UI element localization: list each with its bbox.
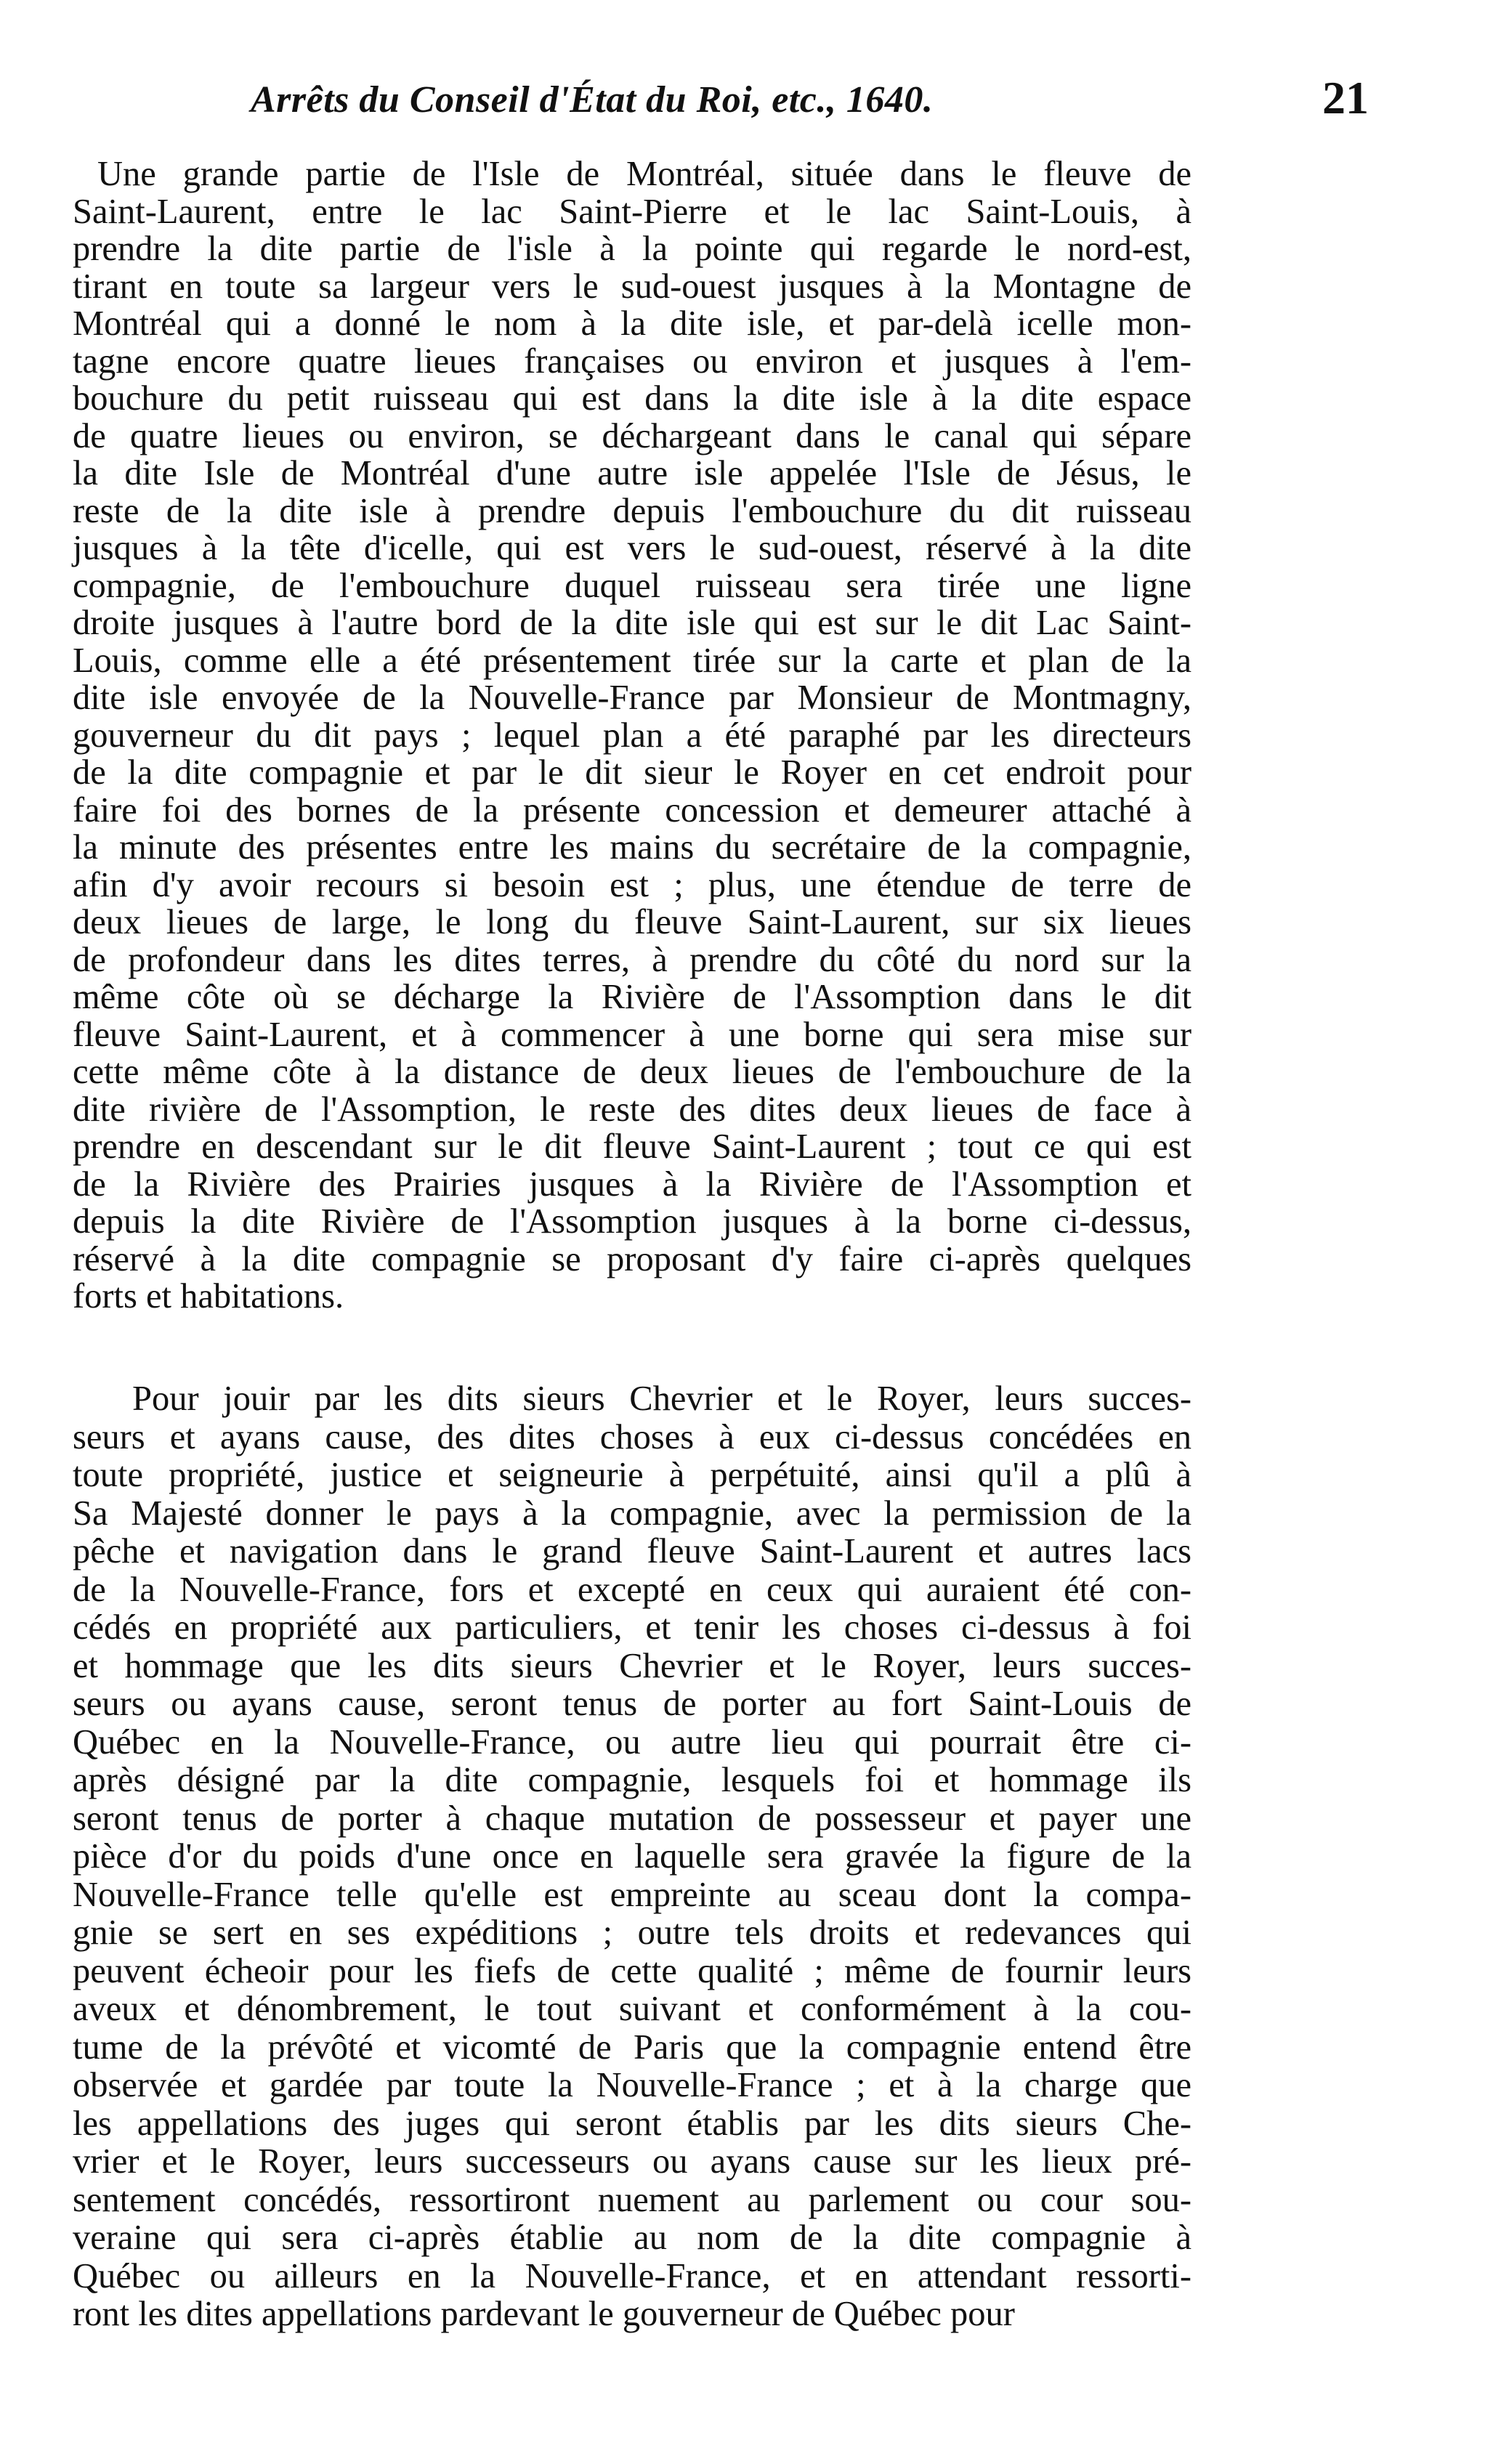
text-line: de la dite compagnie et par le dit sieur le Royer en cet endroit pour xyxy=(73,753,1192,792)
text-line: de la Rivière des Prairies jusques à la Rivière de l'Assomption et xyxy=(73,1164,1192,1204)
text-line: les appellations des juges qui seront établis par les dits sieurs Che- xyxy=(73,2104,1192,2143)
text-line: de la Nouvelle-France, fors et excepté en ceux qui auraient été con- xyxy=(73,1570,1192,1609)
text-line: cette même côte à la distance de deux lieues de l'embouchure de la xyxy=(73,1053,1192,1091)
paragraph-tenure-terms xyxy=(73,1380,1192,2334)
text-line: Saint-Laurent, entre le lac Saint-Pierre et le lac Saint-Louis, à xyxy=(73,192,1192,231)
text-line: Pour jouir par les dits sieurs Chevrier et le Royer, leurs succes- xyxy=(132,1379,1192,1418)
text-line: gnie se sert en ses expéditions ; outre tels droits et redevances qui xyxy=(73,1913,1192,1952)
text-line: pièce d'or du poids d'une once en laquelle sera gravée la figure de la xyxy=(73,1837,1192,1876)
text-line: toute propriété, justice et seigneurie à perpétuité, ainsi qu'il a plû à xyxy=(73,1456,1192,1494)
text-line: compagnie, de l'embouchure duquel ruisseau sera tirée une ligne xyxy=(73,566,1192,605)
text-line: deux lieues de large, le long du fleuve Saint-Laurent, sur six lieues xyxy=(73,903,1192,941)
text-line: tagne encore quatre lieues françaises ou environ et jusques à l'em- xyxy=(73,341,1192,381)
text-line: faire foi des bornes de la présente concession et demeurer attaché à xyxy=(73,790,1192,830)
text-line: jusques à la tête d'icelle, qui est vers le sud-ouest, réservé à la dite xyxy=(73,529,1192,567)
text-line: sentement concédés, ressortiront nuement au parlement ou cour sou- xyxy=(73,2180,1192,2219)
text-line: tume de la prévôté et vicomté de Paris que la compagnie entend être xyxy=(73,2027,1192,2067)
text-line: droite jusques à l'autre bord de la dite isle qui est sur le dit Lac Saint- xyxy=(73,604,1192,642)
text-line: afin d'y avoir recours si besoin est ; plus, une étendue de terre de xyxy=(73,865,1192,904)
text-line: reste de la dite isle à prendre depuis l'embouchure du dit ruisseau xyxy=(73,491,1192,530)
text-line: et hommage que les dits sieurs Chevrier et le Royer, leurs succes- xyxy=(73,1646,1192,1685)
text-line: fleuve Saint-Laurent, et à commencer à une borne qui sera mise sur xyxy=(73,1015,1192,1054)
text-line: ront les dites appellations pardevant le gouverneur de Québec pour xyxy=(73,2295,1015,2333)
text-line: la dite Isle de Montréal d'une autre isle appelée l'Isle de Jésus, le xyxy=(73,454,1192,493)
text-line: la minute des présentes entre les mains du secrétaire de la compagnie, xyxy=(73,828,1192,867)
text-line: Nouvelle-France telle qu'elle est empreinte au sceau dont la compa- xyxy=(73,1875,1192,1914)
text-line: Québec ou ailleurs en la Nouvelle-France, et en attendant ressorti- xyxy=(73,2256,1192,2295)
text-line: seurs ou ayans cause, seront tenus de porter au fort Saint-Louis de xyxy=(73,1685,1192,1723)
text-line: seurs et ayans cause, des dites choses à eux ci-dessus concédées en xyxy=(73,1417,1192,1456)
page-header xyxy=(0,71,1501,129)
text-line: depuis la dite Rivière de l'Assomption jusques à la borne ci-dessus, xyxy=(73,1202,1192,1241)
text-line: aveux et dénombrement, le tout suivant et conformément à la cou- xyxy=(73,1990,1192,2028)
text-line: Québec en la Nouvelle-France, ou autre lieu qui pourrait être ci- xyxy=(73,1722,1192,1762)
text-line: pêche et navigation dans le grand fleuve Saint-Laurent et autres lacs xyxy=(73,1532,1192,1571)
text-line: prendre en descendant sur le dit fleuve Saint-Laurent ; tout ce qui est xyxy=(73,1127,1192,1166)
text-line: gouverneur du dit pays ; lequel plan a été paraphé par les directeurs xyxy=(73,716,1192,755)
text-line: Une grande partie de l'Isle de Montréal, située dans le fleuve de xyxy=(97,155,1192,193)
text-line: veraine qui sera ci-après établie au nom de la dite compagnie à xyxy=(73,2218,1192,2257)
text-line: vrier et le Royer, leurs successeurs ou ayans cause sur les lieux pré- xyxy=(73,2142,1192,2181)
running-title: Arrêts du Conseil d'État du Roi, etc., 1640. xyxy=(251,79,934,121)
text-line: dite isle envoyée de la Nouvelle-France par Monsieur de Montmagny, xyxy=(73,678,1192,717)
text-line: tirant en toute sa largeur vers le sud-ouest jusques à la Montagne de xyxy=(73,267,1192,306)
text-line: même côte où se décharge la Rivière de l'Assomption dans le dit xyxy=(73,978,1192,1016)
text-line: prendre la dite partie de l'isle à la pointe qui regarde le nord-est, xyxy=(73,230,1192,268)
text-line: seront tenus de porter à chaque mutation de possesseur et payer une xyxy=(73,1799,1192,1838)
text-line: après désigné par la dite compagnie, lesquels foi et hommage ils xyxy=(73,1761,1192,1799)
text-line: Sa Majesté donner le pays à la compagnie, avec la permission de la xyxy=(73,1494,1192,1533)
text-line: forts et habitations. xyxy=(73,1277,344,1316)
text-line: peuvent écheoir pour les fiefs de cette qualité ; même de fournir leurs xyxy=(73,1951,1192,1990)
text-line: réservé à la dite compagnie se proposant d'y faire ci-après quelques xyxy=(73,1239,1192,1278)
text-line: de quatre lieues ou environ, se déchargeant dans le canal qui sépare xyxy=(73,416,1192,455)
text-line: cédés en propriété aux particuliers, et tenir les choses ci-dessus à foi xyxy=(73,1608,1192,1647)
text-line: Montréal qui a donné le nom à la dite isle, et par-delà icelle mon- xyxy=(73,304,1192,343)
text-line: observée et gardée par toute la Nouvelle-France ; et à la charge que xyxy=(73,2066,1192,2104)
page-number: 21 xyxy=(1322,72,1369,123)
text-line: de profondeur dans les dites terres, à prendre du côté du nord sur la xyxy=(73,940,1192,979)
text-line: dite rivière de l'Assomption, le reste des dites deux lieues de face à xyxy=(73,1090,1192,1129)
paragraph-concession-lands xyxy=(73,155,1192,1316)
text-line: Louis, comme elle a été présentement tirée sur la carte et plan de la xyxy=(73,641,1192,680)
text-line: bouchure du petit ruisseau qui est dans la dite isle à la dite espace xyxy=(73,379,1192,418)
